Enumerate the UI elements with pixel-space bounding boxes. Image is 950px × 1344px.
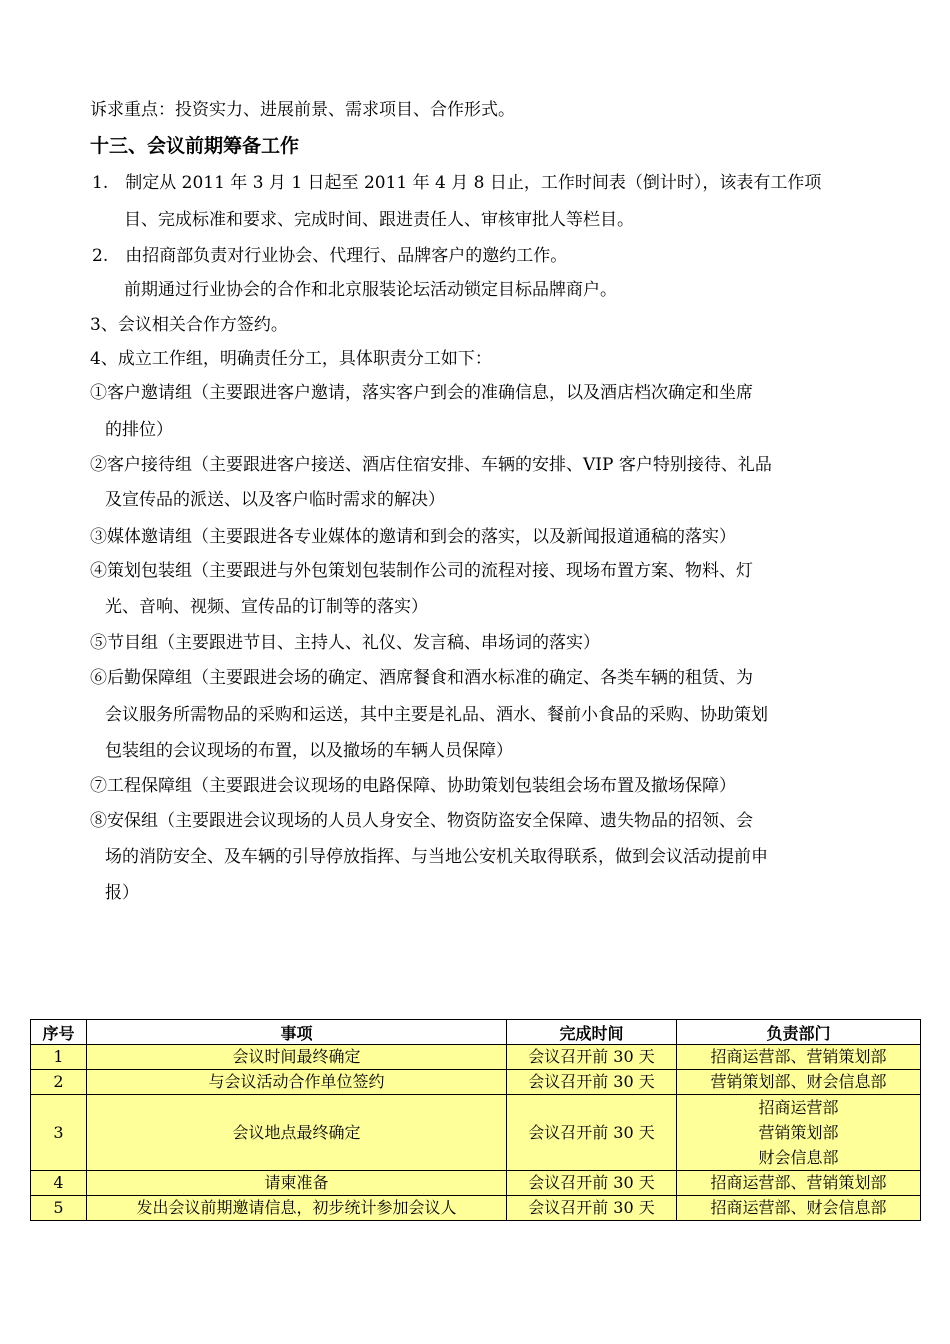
dept-line: 招商运营部 [758,1098,839,1117]
cell-item: 会议地点最终确定 [87,1095,507,1171]
header-dept: 负责部门 [677,1020,921,1045]
item-1-line-1: 1. 制定从 2011 年 3 月 1 日起至 2011 年 4 月 8 日止，工作时间表（倒计时），该表有工作项 [92,173,822,193]
cell-no: 1 [31,1045,87,1070]
table-row [31,1045,921,1070]
table-row [31,1095,921,1171]
cell-no: 3 [31,1095,87,1171]
cell-dept: 招商运营部、财会信息部 [677,1196,921,1221]
dept-line: 财会信息部 [758,1148,839,1167]
cell-item: 会议时间最终确定 [87,1045,507,1070]
group-4-line-1: ④策划包装组（主要跟进与外包策划包装制作公司的流程对接、现场布置方案、物料、灯 [90,561,753,581]
item-2-line-1: 2. 由招商部负责对行业协会、代理行、品牌客户的邀约工作。 [92,246,568,266]
group-1-line-1: ①客户邀请组（主要跟进客户邀请，落实客户到会的准确信息，以及酒店档次确定和坐席 [90,383,753,403]
item-1-line-2: 目、完成标准和要求、完成时间、跟进责任人、审核审批人等栏目。 [124,210,634,230]
item-3: 3、会议相关合作方签约。 [90,315,288,335]
intro-text: 诉求重点：投资实力、进展前景、需求项目、合作形式。 [90,100,515,120]
cell-dept: 招商运营部、营销策划部 [677,1171,921,1196]
group-1-line-2: 的排位） [105,420,173,440]
table-header-row [31,1020,921,1045]
item-4: 4、成立工作组，明确责任分工，具体职责分工如下： [90,349,492,369]
group-5-line-1: ⑤节目组（主要跟进节目、主持人、礼仪、发言稿、串场词的落实） [90,633,600,653]
group-8-line-3: 报） [105,883,139,903]
item-2-line-2: 前期通过行业协会的合作和北京服装论坛活动锁定目标品牌商户。 [124,280,617,300]
group-4-line-2: 光、音响、视频、宣传品的订制等的落实） [105,597,428,617]
group-6-line-2: 会议服务所需物品的采购和运送，其中主要是礼品、酒水、餐前小食品的采购、协助策划 [105,705,768,725]
table-row [31,1196,921,1221]
group-6-line-1: ⑥后勤保障组（主要跟进会场的确定、酒席餐食和酒水标准的确定、各类车辆的租赁、为 [90,668,753,688]
header-no: 序号 [31,1020,87,1045]
cell-time: 会议召开前 30 天 [507,1171,677,1196]
table-row [31,1070,921,1095]
cell-dept: 营销策划部、财会信息部 [677,1070,921,1095]
cell-no: 4 [31,1171,87,1196]
header-time: 完成时间 [507,1020,677,1045]
cell-dept: 招商运营部、营销策划部 [677,1045,921,1070]
cell-item: 与会议活动合作单位签约 [87,1070,507,1095]
group-8-line-2: 场的消防安全、及车辆的引导停放指挥、与当地公安机关取得联系，做到会议活动提前申 [105,847,768,867]
cell-time: 会议召开前 30 天 [507,1070,677,1095]
cell-no: 5 [31,1196,87,1221]
cell-time: 会议召开前 30 天 [507,1095,677,1171]
dept-line: 营销策划部 [758,1123,839,1142]
cell-dept [677,1095,921,1171]
group-7-line-1: ⑦工程保障组（主要跟进会议现场的电路保障、协助策划包装组会场布置及撤场保障） [90,776,736,796]
cell-item: 发出会议前期邀请信息，初步统计参加会议人 [87,1196,507,1221]
group-8-line-1: ⑧安保组（主要跟进会议现场的人员人身安全、物资防盗安全保障、遗失物品的招领、会 [90,811,753,831]
group-2-line-2: 及宣传品的派送、以及客户临时需求的解决） [105,490,445,510]
section-title: 十三、会议前期筹备工作 [90,135,300,157]
cell-time: 会议召开前 30 天 [507,1196,677,1221]
group-2-line-1: ②客户接待组（主要跟进客户接送、酒店住宿安排、车辆的安排、VIP 客户特别接待、礼品 [90,455,772,475]
cell-item: 请柬准备 [87,1171,507,1196]
group-6-line-3: 包装组的会议现场的布置，以及撤场的车辆人员保障） [105,741,513,761]
cell-no: 2 [31,1070,87,1095]
group-3-line-1: ③媒体邀请组（主要跟进各专业媒体的邀请和到会的落实，以及新闻报道通稿的落实） [90,527,736,547]
cell-time: 会议召开前 30 天 [507,1045,677,1070]
header-item: 事项 [87,1020,507,1045]
table-row [31,1171,921,1196]
preparation-schedule-table [30,1019,921,1221]
